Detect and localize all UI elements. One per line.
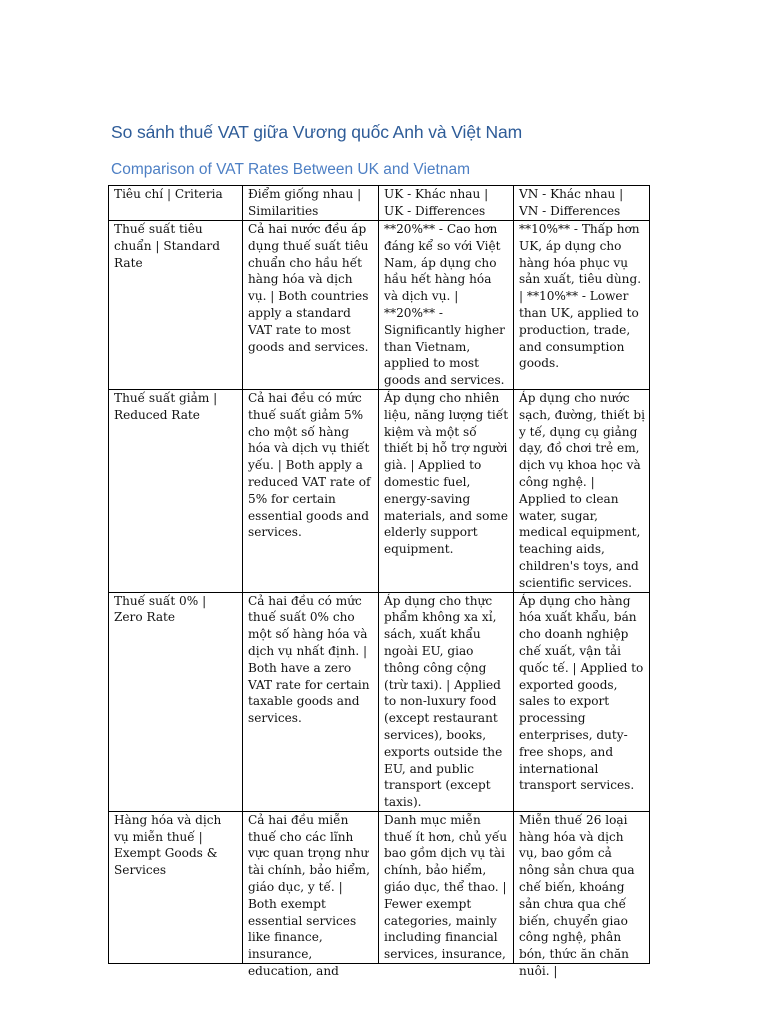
cell-vn-differences xyxy=(514,811,650,979)
table-row xyxy=(109,221,650,390)
cell-criteria: Thuế suất tiêu chuẩn | Standard Rate xyxy=(109,221,243,390)
table-header-row xyxy=(109,186,650,221)
cell-criteria xyxy=(109,811,243,963)
header-similarities: Điểm giống nhau | Similarities xyxy=(243,186,379,221)
header-uk-differences: UK - Khác nhau | UK - Differences xyxy=(379,186,514,221)
cell-text: Hàng hóa và dịch vụ miễn thuế | Exempt Goods & Services xyxy=(114,812,222,878)
cell-similarities: Cả hai đều có mức thuế suất 0% cho một số hàng hóa và dịch vụ nhất định. | Both have a zero VAT rate for certain taxable goods and services. xyxy=(243,592,379,811)
header-vn-differences: VN - Khác nhau | VN - Differences xyxy=(514,186,650,221)
page-subtitle: Comparison of VAT Rates Between UK and Vietnam xyxy=(111,161,470,178)
table-row xyxy=(109,389,650,592)
table-row xyxy=(109,592,650,811)
header-criteria: Tiêu chí | Criteria xyxy=(109,186,243,221)
cell-uk-differences xyxy=(379,811,514,963)
cell-similarities: Cả hai đều có mức thuế suất giảm 5% cho một số hàng hóa và dịch vụ thiết yếu. | Both apply a reduced VAT rate of 5% for certain essential goods and services. xyxy=(243,389,379,592)
cell-criteria: Thuế suất 0% | Zero Rate xyxy=(109,592,243,811)
cell-uk-differences: Áp dụng cho nhiên liệu, năng lượng tiết kiệm và một số thiết bị hỗ trợ người già. | Applied to domestic fuel, energy-saving materials, and some elderly support equipment. xyxy=(379,389,514,592)
cell-similarities: Cả hai nước đều áp dụng thuế suất tiêu chuẩn cho hầu hết hàng hóa và dịch vụ. | Both countries apply a standard VAT rate to most goods and services. xyxy=(243,221,379,390)
cell-similarities xyxy=(243,811,379,979)
cell-uk-differences: Áp dụng cho thực phẩm không xa xỉ, sách, xuất khẩu ngoài EU, giao thông công cộng (trừ taxi). | Applied to non-luxury food (except restaurant services), books, exports outside the EU, and public transport (except taxis). xyxy=(379,592,514,811)
cell-vn-differences: Áp dụng cho nước sạch, đường, thiết bị y tế, dụng cụ giảng dạy, đồ chơi trẻ em, dịch vụ khoa học và công nghệ. | Applied to clean water, sugar, medical equipment, teaching aids, children's toys, and scientific services. xyxy=(514,389,650,592)
page-title: So sánh thuế VAT giữa Vương quốc Anh và Việt Nam xyxy=(111,122,523,142)
cell-uk-differences: **20%** - Cao hơn đáng kể so với Việt Nam, áp dụng cho hầu hết hàng hóa và dịch vụ. | **20%** - Significantly higher than Vietnam, applied to most goods and services. xyxy=(379,221,514,390)
cell-criteria: Thuế suất giảm | Reduced Rate xyxy=(109,389,243,592)
cell-text: Danh mục miễn thuế ít hơn, chủ yếu bao gồm dịch vụ tài chính, bảo hiểm, giáo dục, thể thao. | Fewer exempt categories, mainly including financial services, insurance, xyxy=(384,812,508,962)
vat-comparison-table xyxy=(108,185,650,979)
cell-text: Miễn thuế 26 loại hàng hóa và dịch vụ, bao gồm cả nông sản chưa qua chế biến, khoáng sản chưa qua chế biến, chuyển giao công nghệ, phân bón, thức ăn chăn nuôi. | xyxy=(519,812,635,979)
cell-text: Cả hai đều miễn thuế cho các lĩnh vực quan trọng như tài chính, bảo hiểm, giáo dục, y tế. | Both exempt essential services like finance, insurance, education, and xyxy=(248,812,370,979)
cell-vn-differences: Áp dụng cho hàng hóa xuất khẩu, bán cho doanh nghiệp chế xuất, vận tải quốc tế. | Applied to exported goods, sales to export processing enterprises, duty-free shops, and international transport services. xyxy=(514,592,650,811)
table-row xyxy=(109,811,650,963)
cell-vn-differences: **10%** - Thấp hơn UK, áp dụng cho hàng hóa phục vụ sản xuất, tiêu dùng. | **10%** - Lower than UK, applied to production, trade, and consumption goods. xyxy=(514,221,650,390)
